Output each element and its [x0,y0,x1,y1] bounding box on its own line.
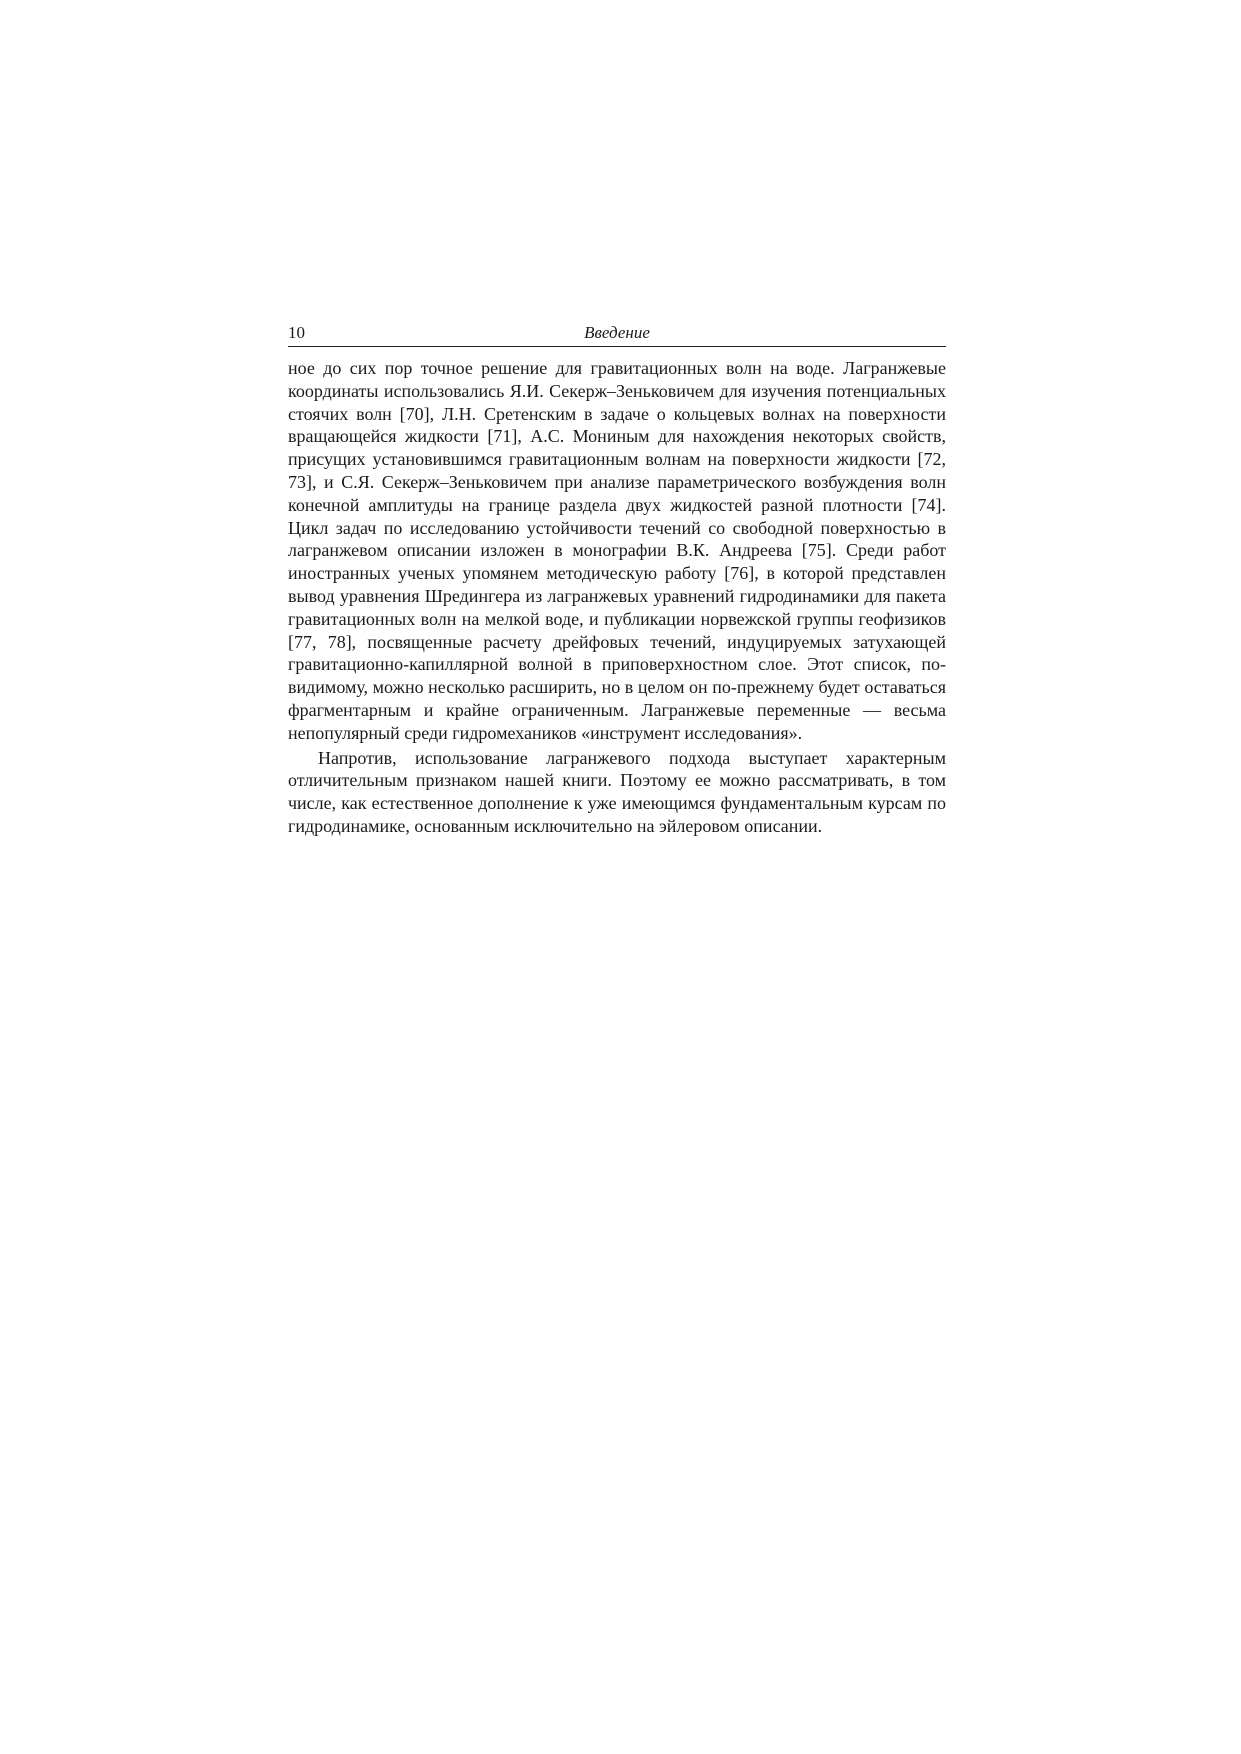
page-number: 10 [288,323,305,342]
paragraph: Напротив, использование лагранжевого подхода выступает характерным отличительным признаком нашей книги. Поэтому ее можно рассматривать, в том числе, как естественное дополнение к уже имеющимся фундаментальным курсам по гидродинамике, основанным исключительно на эйлеровом описании. [288,747,946,836]
body-text [288,357,946,838]
paragraph: ное до сих пор точное решение для гравитационных волн на воде. Лагранжевые координаты использовались Я.И. Секерж–Зеньковичем для изучения потенциальных стоячих волн [70], Л.Н. Сретенским в задаче о кольцевых волнах на поверхности вращающейся жидкости [71], А.С. Мониным для нахождения некоторых свойств, присущих установившимся гравитационным волнам на поверхности жидкости [72, 73], и С.Я. Секерж–Зеньковичем при анализе параметрического возбуждения волн конечной амплитуды на границе раздела двух жидкостей разной плотности [74]. Цикл задач по исследованию устойчивости течений со свободной поверхностью в лагранжевом описании изложен в монографии В.К. Андреева [75]. Среди работ иностранных ученых упомянем методическую работу [76], в которой представлен вывод уравнения Шредингера из лагранжевых уравнений гидродинамики для пакета гравитационных волн на мелкой воде, и публикации норвежской группы геофизиков [77, 78], посвященные расчету дрейфовых течений, индуцируемых затухающей гравитационно-капиллярной волной в приповерхностном слое. Этот список, по-видимому, можно несколько расширить, но в целом он по-прежнему будет оставаться фрагментарным и крайне ограниченным. Лагранжевые переменные — весьма непопулярный среди гидромехаников «инструмент исследования». [288,358,946,743]
chapter-title: Введение [584,323,650,342]
running-head [288,322,946,347]
book-page [288,322,946,840]
